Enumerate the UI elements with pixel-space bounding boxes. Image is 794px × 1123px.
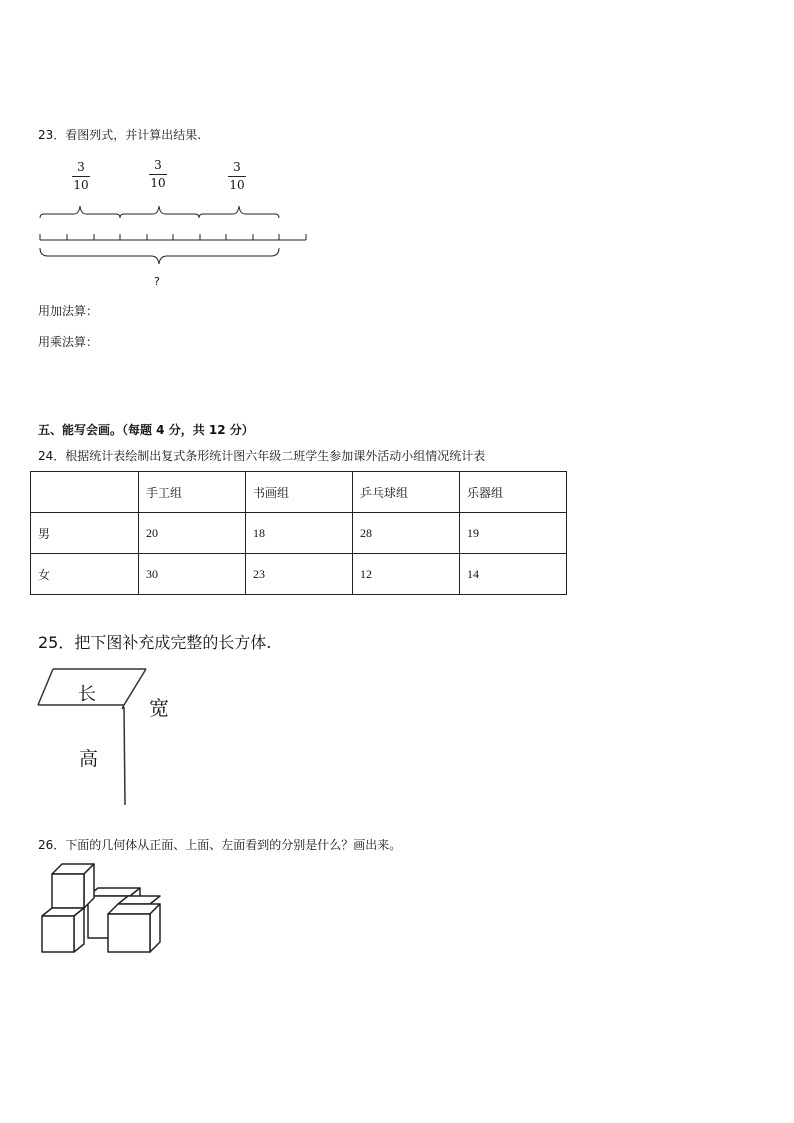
top-brace-1 [40,206,120,218]
section-heading: 五、能写会画。（每题 4 分，共 12 分） [38,423,254,437]
table-cell: 14 [460,554,567,595]
table-row [31,513,567,554]
table-cell: 23 [246,554,353,595]
question-24-title: 24．根据统计表绘制出复式条形统计图六年级二班学生参加课外活动小组情况统计表 [38,449,486,463]
cube-front-left [42,908,84,952]
top-face-left-edge [38,669,53,705]
fraction-2-numerator: 3 [154,158,162,172]
cuboid-diagram [36,665,196,810]
fraction-bar [149,174,167,175]
table-cell: 28 [353,513,460,554]
fraction-3-denominator: 10 [229,178,245,192]
height-label: 高 [79,748,99,770]
cube-top [52,864,94,908]
multiplication-label: 用乘法算： [38,335,99,349]
top-face-right-edge [124,669,146,705]
length-label: 长 [78,684,96,705]
table-cell: 20 [139,513,246,554]
question-25-title: 25．把下图补充成完整的长方体. [38,633,272,652]
table-cell: 18 [246,513,353,554]
geometric-solid-diagram [36,860,171,960]
table-cell: 12 [353,554,460,595]
fraction-2-denominator: 10 [150,176,166,190]
table-header-cell: 手工组 [139,472,246,513]
table-header-cell: 乒乓球组 [353,472,460,513]
addition-label: 用加法算： [38,304,99,318]
cube-front-right [108,904,160,952]
number-line-diagram [30,200,320,280]
bottom-brace [40,248,279,264]
fraction-3 [225,160,249,192]
table-header-cell: 书画组 [246,472,353,513]
statistics-table [30,471,567,595]
question-23-title: 23．看图列式，并计算出结果. [38,128,202,142]
fraction-bar [72,176,90,177]
width-label: 宽 [149,696,169,720]
table-row [31,554,567,595]
table-header-cell: 乐器组 [460,472,567,513]
table-header-row [31,472,567,513]
question-26-title: 26．下面的几何体从正面、上面、左面看到的分别是什么？画出来。 [38,838,402,852]
table-header-cell [31,472,139,513]
fraction-3-numerator: 3 [233,160,241,174]
height-edge [124,707,125,805]
row-label: 男 [31,513,139,554]
fraction-1-numerator: 3 [77,160,85,174]
top-brace-3 [199,206,279,218]
question-mark: ? [154,275,160,288]
fraction-2 [146,158,170,190]
fraction-1 [69,160,93,192]
row-label: 女 [31,554,139,595]
table-cell: 30 [139,554,246,595]
top-brace-2 [120,206,199,218]
fraction-1-denominator: 10 [73,178,89,192]
fraction-bar [228,176,246,177]
table-cell: 19 [460,513,567,554]
